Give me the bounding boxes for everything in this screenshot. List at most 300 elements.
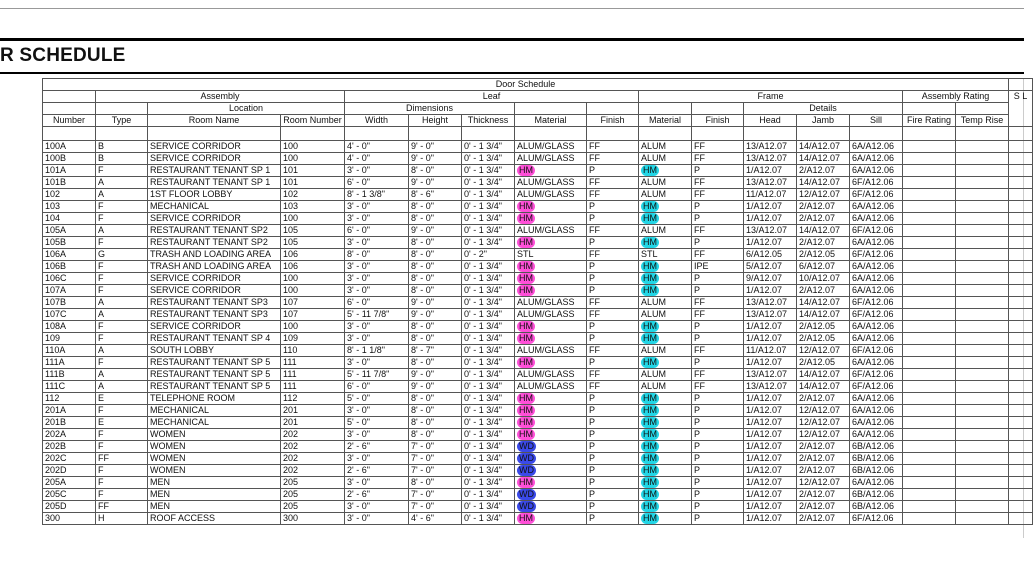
cell-fire-rating (903, 357, 956, 369)
assembly-header: Assembly (96, 91, 345, 103)
table-row (43, 489, 1033, 501)
cell-type: F (96, 165, 148, 177)
leaf-material-highlight: HM (519, 261, 533, 271)
cell-frame-material: ALUM (639, 381, 692, 393)
cell-room-number: 106 (281, 249, 345, 261)
leaf-material-highlight: HM (519, 513, 533, 523)
cell-height: 9' - 0" (409, 141, 462, 153)
cell-thickness: 0' - 1 3/4" (462, 273, 515, 285)
table-row (43, 321, 1033, 333)
cell-type: A (96, 177, 148, 189)
cell-sill: 6A/A12.06 (850, 417, 903, 429)
table-row (43, 249, 1033, 261)
cell-leaf-material (515, 201, 587, 213)
cell-frame-material (639, 489, 692, 501)
cell-number: 205D (43, 501, 96, 513)
cell-width: 3' - 0" (345, 429, 409, 441)
cell-jamb: 14/A12.07 (797, 309, 850, 321)
cell-type: A (96, 345, 148, 357)
cell-frame-finish: FF (692, 297, 744, 309)
cell-number: 300 (43, 513, 96, 525)
cell-jamb: 2/A12.07 (797, 465, 850, 477)
cell-jamb: 2/A12.05 (797, 333, 850, 345)
cell-head: 1/A12.07 (744, 453, 797, 465)
cell-head: 1/A12.07 (744, 393, 797, 405)
cell-type: F (96, 465, 148, 477)
cell-leaf-material (515, 501, 587, 513)
cell-frame-finish: FF (692, 189, 744, 201)
cell-frame-finish: P (692, 201, 744, 213)
cell-cut (1009, 165, 1033, 177)
cell-sill: 6A/A12.06 (850, 357, 903, 369)
cell-fire-rating (903, 165, 956, 177)
table-row (43, 165, 1033, 177)
cell-thickness: 0' - 1 3/4" (462, 465, 515, 477)
door-schedule-table (42, 78, 1033, 525)
cell-width: 8' - 0" (345, 249, 409, 261)
cell-room-number: 201 (281, 405, 345, 417)
cell-number: 202B (43, 441, 96, 453)
cell-temp-rise (956, 249, 1009, 261)
cell-cut (1009, 513, 1033, 525)
cell-number: 106C (43, 273, 96, 285)
cell-thickness: 0' - 1 3/4" (462, 513, 515, 525)
cell-number: 102 (43, 189, 96, 201)
cell-frame-material: ALUM (639, 141, 692, 153)
cell-frame-finish: P (692, 477, 744, 489)
cell-head: 6/A12.05 (744, 249, 797, 261)
cell-room-number: 100 (281, 321, 345, 333)
cell-temp-rise (956, 393, 1009, 405)
cell-type: G (96, 249, 148, 261)
column-header-jamb: Jamb (797, 115, 850, 127)
cell-type: B (96, 141, 148, 153)
cell-width: 3' - 0" (345, 213, 409, 225)
cell-leaf-material (515, 321, 587, 333)
frame-material-highlight: HM (643, 357, 657, 367)
cell-leaf-finish: FF (587, 225, 639, 237)
table-row (43, 513, 1033, 525)
cell-sill: 6A/A12.06 (850, 273, 903, 285)
leaf-material-highlight: HM (519, 393, 533, 403)
cell-fire-rating (903, 477, 956, 489)
cell-height: 8' - 0" (409, 213, 462, 225)
cell-number: 201B (43, 417, 96, 429)
cell-temp-rise (956, 201, 1009, 213)
cell-height: 9' - 0" (409, 153, 462, 165)
cell-temp-rise (956, 309, 1009, 321)
cell-room-name: MEN (148, 489, 281, 501)
cell-leaf-material (515, 213, 587, 225)
cell-sill: 6F/A12.06 (850, 189, 903, 201)
cell-number: 205C (43, 489, 96, 501)
cell-room-number: 202 (281, 441, 345, 453)
cell-number: 107C (43, 309, 96, 321)
cell-leaf-finish: FF (587, 153, 639, 165)
cell-frame-material: ALUM (639, 297, 692, 309)
cell-temp-rise (956, 489, 1009, 501)
cell-frame-finish: FF (692, 225, 744, 237)
cell-leaf-finish: FF (587, 249, 639, 261)
cell-thickness: 0' - 1 3/4" (462, 237, 515, 249)
table-row (43, 273, 1033, 285)
cell-fire-rating (903, 345, 956, 357)
cell-room-number: 106 (281, 261, 345, 273)
cell-height: 7' - 0" (409, 441, 462, 453)
cell-leaf-finish: P (587, 201, 639, 213)
blank-header (639, 103, 692, 115)
cell-cut (1009, 405, 1033, 417)
schedule-header: Door Schedule (43, 79, 1009, 91)
cell-temp-rise (956, 345, 1009, 357)
cell-sill: 6F/A12.06 (850, 177, 903, 189)
cell-temp-rise (956, 357, 1009, 369)
cell-fire-rating (903, 177, 956, 189)
cell-temp-rise (956, 261, 1009, 273)
cell-jamb: 14/A12.07 (797, 369, 850, 381)
cell-room-name: MEN (148, 477, 281, 489)
cell-cut (1009, 453, 1033, 465)
cell-height: 9' - 0" (409, 177, 462, 189)
cell-leaf-finish: P (587, 465, 639, 477)
cell-frame-material (639, 417, 692, 429)
column-header-frame-material: Material (639, 115, 692, 127)
cell-frame-finish: P (692, 237, 744, 249)
cell-leaf-material (515, 357, 587, 369)
cell-head: 1/A12.07 (744, 321, 797, 333)
cell-frame-material: ALUM (639, 309, 692, 321)
table-row (43, 201, 1033, 213)
cell-height: 8' - 0" (409, 405, 462, 417)
cell-width: 3' - 0" (345, 477, 409, 489)
cell-number: 106A (43, 249, 96, 261)
column-header-room-number: Room Number (281, 115, 345, 127)
cell-room-number: 107 (281, 297, 345, 309)
leaf-material-highlight: HM (519, 333, 533, 343)
cell-thickness: 0' - 1 3/4" (462, 417, 515, 429)
cell-room-name: SERVICE CORRIDOR (148, 141, 281, 153)
cell-cut (1009, 501, 1033, 513)
cell-cut (1009, 429, 1033, 441)
cell-sill: 6F/A12.06 (850, 381, 903, 393)
cell-thickness: 0' - 1 3/4" (462, 369, 515, 381)
cell-thickness: 0' - 1 3/4" (462, 333, 515, 345)
leaf-material-highlight: HM (519, 417, 533, 427)
cell-leaf-material (515, 261, 587, 273)
cell-temp-rise (956, 237, 1009, 249)
cell-frame-material (639, 465, 692, 477)
cell-frame-material (639, 201, 692, 213)
cell-sill: 6A/A12.06 (850, 333, 903, 345)
cell-height: 9' - 0" (409, 369, 462, 381)
cell-cut (1009, 381, 1033, 393)
cell-jamb: 2/A12.07 (797, 285, 850, 297)
table-row (43, 237, 1033, 249)
cell-thickness: 0' - 1 3/4" (462, 225, 515, 237)
cell-cut (1009, 441, 1033, 453)
cell-number: 201A (43, 405, 96, 417)
cell-thickness: 0' - 1 3/4" (462, 405, 515, 417)
cell-sill: 6F/A12.06 (850, 297, 903, 309)
cell-height: 9' - 0" (409, 225, 462, 237)
cell-leaf-finish: FF (587, 381, 639, 393)
cell-room-number: 100 (281, 273, 345, 285)
table-row (43, 177, 1033, 189)
cell-width: 6' - 0" (345, 177, 409, 189)
cell-room-name: WOMEN (148, 465, 281, 477)
cell-width: 3' - 0" (345, 513, 409, 525)
cell-room-name: MEN (148, 501, 281, 513)
frame-material-highlight: HM (643, 477, 657, 487)
cell-fire-rating (903, 261, 956, 273)
cell-type: F (96, 429, 148, 441)
leaf-material-highlight: WD (519, 489, 534, 499)
cell-frame-material (639, 273, 692, 285)
leaf-material-highlight: HM (519, 285, 533, 295)
cell-temp-rise (956, 369, 1009, 381)
column-header-height: Height (409, 115, 462, 127)
cell-head: 9/A12.07 (744, 273, 797, 285)
cell-thickness: 0' - 1 3/4" (462, 477, 515, 489)
cell-cut (1009, 393, 1033, 405)
cell-height: 8' - 0" (409, 261, 462, 273)
cell-temp-rise (956, 321, 1009, 333)
frame-material-highlight: HM (643, 393, 657, 403)
table-row (43, 357, 1033, 369)
cell-height: 8' - 0" (409, 273, 462, 285)
cell-room-name: SERVICE CORRIDOR (148, 285, 281, 297)
cell-cut (1009, 309, 1033, 321)
leaf-material-highlight: HM (519, 201, 533, 211)
cell-frame-material (639, 441, 692, 453)
cell-leaf-material (515, 417, 587, 429)
cell-frame-material (639, 453, 692, 465)
cell-cut (1009, 201, 1033, 213)
cell-leaf-material (515, 273, 587, 285)
cell-jamb: 2/A12.07 (797, 513, 850, 525)
cell-frame-finish: P (692, 441, 744, 453)
column-header-frame-finish: Finish (692, 115, 744, 127)
cell-room-number: 105 (281, 225, 345, 237)
leaf-material-highlight: WD (519, 441, 534, 451)
cell-head: 1/A12.07 (744, 213, 797, 225)
cell-type: E (96, 417, 148, 429)
cell-room-number: 101 (281, 177, 345, 189)
cell-height: 8' - 7" (409, 345, 462, 357)
cell-room-name: SOUTH LOBBY (148, 345, 281, 357)
cell-room-number: 111 (281, 357, 345, 369)
cell-number: 110A (43, 345, 96, 357)
table-row (43, 285, 1033, 297)
cell-sill: 6A/A12.06 (850, 201, 903, 213)
cell-height: 8' - 0" (409, 429, 462, 441)
cell-head: 11/A12.07 (744, 345, 797, 357)
cell-sill: 6F/A12.06 (850, 345, 903, 357)
frame-material-highlight: HM (643, 441, 657, 451)
cell-head: 5/A12.07 (744, 261, 797, 273)
cell-jamb: 10/A12.07 (797, 273, 850, 285)
cell-height: 8' - 0" (409, 165, 462, 177)
cell-thickness: 0' - 1 3/4" (462, 309, 515, 321)
cell-frame-material: ALUM (639, 189, 692, 201)
cell-fire-rating (903, 201, 956, 213)
column-header-sill: Sill (850, 115, 903, 127)
cell-type: E (96, 393, 148, 405)
spacer-row (43, 127, 1033, 141)
cell-temp-rise (956, 333, 1009, 345)
cell-height: 9' - 0" (409, 297, 462, 309)
cell-leaf-finish: P (587, 453, 639, 465)
cell-width: 4' - 0" (345, 153, 409, 165)
cell-cut (1009, 249, 1033, 261)
cell-fire-rating (903, 273, 956, 285)
cell-frame-finish: P (692, 501, 744, 513)
cell-room-name: RESTAURANT TENANT SP 5 (148, 381, 281, 393)
cell-head: 13/A12.07 (744, 177, 797, 189)
cell-width: 8' - 1 3/8" (345, 189, 409, 201)
cell-room-number: 102 (281, 189, 345, 201)
details-header: Details (744, 103, 903, 115)
cell-temp-rise (956, 381, 1009, 393)
cell-frame-material: ALUM (639, 345, 692, 357)
cell-head: 1/A12.07 (744, 513, 797, 525)
cell-frame-material (639, 165, 692, 177)
cell-width: 3' - 0" (345, 333, 409, 345)
cell-type: A (96, 309, 148, 321)
cell-jamb: 2/A12.07 (797, 201, 850, 213)
cell-leaf-material: ALUM/GLASS (515, 153, 587, 165)
cell-room-name: TELEPHONE ROOM (148, 393, 281, 405)
table-row (43, 381, 1033, 393)
cell-leaf-finish: FF (587, 345, 639, 357)
cell-number: 105A (43, 225, 96, 237)
blank-header (96, 103, 148, 115)
cell-frame-finish: P (692, 393, 744, 405)
cell-cut (1009, 141, 1033, 153)
cell-sill: 6F/A12.06 (850, 225, 903, 237)
cell-height: 8' - 0" (409, 249, 462, 261)
cell-number: 105B (43, 237, 96, 249)
column-header-head: Head (744, 115, 797, 127)
column-header-width: Width (345, 115, 409, 127)
column-header-fire-rating: Fire Rating (903, 115, 956, 127)
cell-head: 1/A12.07 (744, 489, 797, 501)
cell-sill: 6A/A12.06 (850, 405, 903, 417)
cell-head: 1/A12.07 (744, 501, 797, 513)
cell-room-number: 300 (281, 513, 345, 525)
cell-frame-finish: P (692, 417, 744, 429)
cell-jamb: 12/A12.07 (797, 405, 850, 417)
cell-fire-rating (903, 213, 956, 225)
cell-number: 106B (43, 261, 96, 273)
cell-temp-rise (956, 441, 1009, 453)
cell-leaf-material (515, 165, 587, 177)
table-row (43, 189, 1033, 201)
cell-sill: 6A/A12.06 (850, 153, 903, 165)
cell-number: 111B (43, 369, 96, 381)
cell-head: 1/A12.07 (744, 429, 797, 441)
cell-number: 202A (43, 429, 96, 441)
cell-sill: 6A/A12.06 (850, 261, 903, 273)
frame-material-highlight: HM (643, 273, 657, 283)
cell-cut (1009, 285, 1033, 297)
cell-temp-rise (956, 177, 1009, 189)
cell-cut (1009, 477, 1033, 489)
cell-room-name: WOMEN (148, 441, 281, 453)
leaf-material-highlight: HM (519, 165, 533, 175)
cell-thickness: 0' - 1 3/4" (462, 165, 515, 177)
cell-cut (1009, 153, 1033, 165)
cell-room-name: 1ST FLOOR LOBBY (148, 189, 281, 201)
cell-frame-material: ALUM (639, 225, 692, 237)
leaf-material-highlight: HM (519, 273, 533, 283)
cell-thickness: 0' - 1 3/4" (462, 321, 515, 333)
cell-type: F (96, 333, 148, 345)
cell-head: 1/A12.07 (744, 357, 797, 369)
cell-cut (1009, 333, 1033, 345)
cell-room-number: 105 (281, 237, 345, 249)
leaf-material-highlight: HM (519, 405, 533, 415)
assembly-rating-header: Assembly Rating (903, 91, 1009, 103)
cell-leaf-finish: P (587, 417, 639, 429)
cell-frame-material (639, 333, 692, 345)
cell-room-name: RESTAURANT TENANT SP 1 (148, 165, 281, 177)
cell-room-name: MECHANICAL (148, 405, 281, 417)
table-row (43, 393, 1033, 405)
leaf-material-highlight: HM (519, 213, 533, 223)
cell-leaf-material: ALUM/GLASS (515, 189, 587, 201)
cell-thickness: 0' - 1 3/4" (462, 285, 515, 297)
cell-number: 107A (43, 285, 96, 297)
blank-header (692, 103, 744, 115)
cell-frame-material (639, 477, 692, 489)
cell-height: 9' - 0" (409, 309, 462, 321)
cell-number: 104 (43, 213, 96, 225)
title-rule-thin (0, 72, 1024, 74)
cell-room-name: MECHANICAL (148, 417, 281, 429)
cell-room-number: 111 (281, 381, 345, 393)
cell-room-number: 202 (281, 465, 345, 477)
cell-fire-rating (903, 297, 956, 309)
cell-fire-rating (903, 393, 956, 405)
cell-width: 2' - 6" (345, 465, 409, 477)
cell-thickness: 0' - 1 3/4" (462, 381, 515, 393)
cell-sill: 6B/A12.06 (850, 441, 903, 453)
cell-frame-material (639, 429, 692, 441)
cell-leaf-finish: P (587, 405, 639, 417)
cell-temp-rise (956, 141, 1009, 153)
cell-jamb: 14/A12.07 (797, 141, 850, 153)
cell-type: F (96, 321, 148, 333)
cell-fire-rating (903, 321, 956, 333)
cell-leaf-finish: P (587, 393, 639, 405)
cell-height: 8' - 0" (409, 477, 462, 489)
leaf-material-highlight: HM (519, 429, 533, 439)
cell-sill: 6A/A12.06 (850, 141, 903, 153)
title-rule-thick (0, 38, 1024, 41)
cell-jamb: 2/A12.07 (797, 441, 850, 453)
cell-height: 8' - 0" (409, 237, 462, 249)
cell-frame-finish: P (692, 213, 744, 225)
location-header: Location (148, 103, 345, 115)
cell-height: 7' - 0" (409, 489, 462, 501)
cell-room-name: RESTAURANT TENANT SP2 (148, 225, 281, 237)
cell-room-number: 202 (281, 453, 345, 465)
cell-frame-material (639, 393, 692, 405)
cell-head: 13/A12.07 (744, 369, 797, 381)
cell-leaf-material (515, 393, 587, 405)
cell-jamb: 14/A12.07 (797, 153, 850, 165)
